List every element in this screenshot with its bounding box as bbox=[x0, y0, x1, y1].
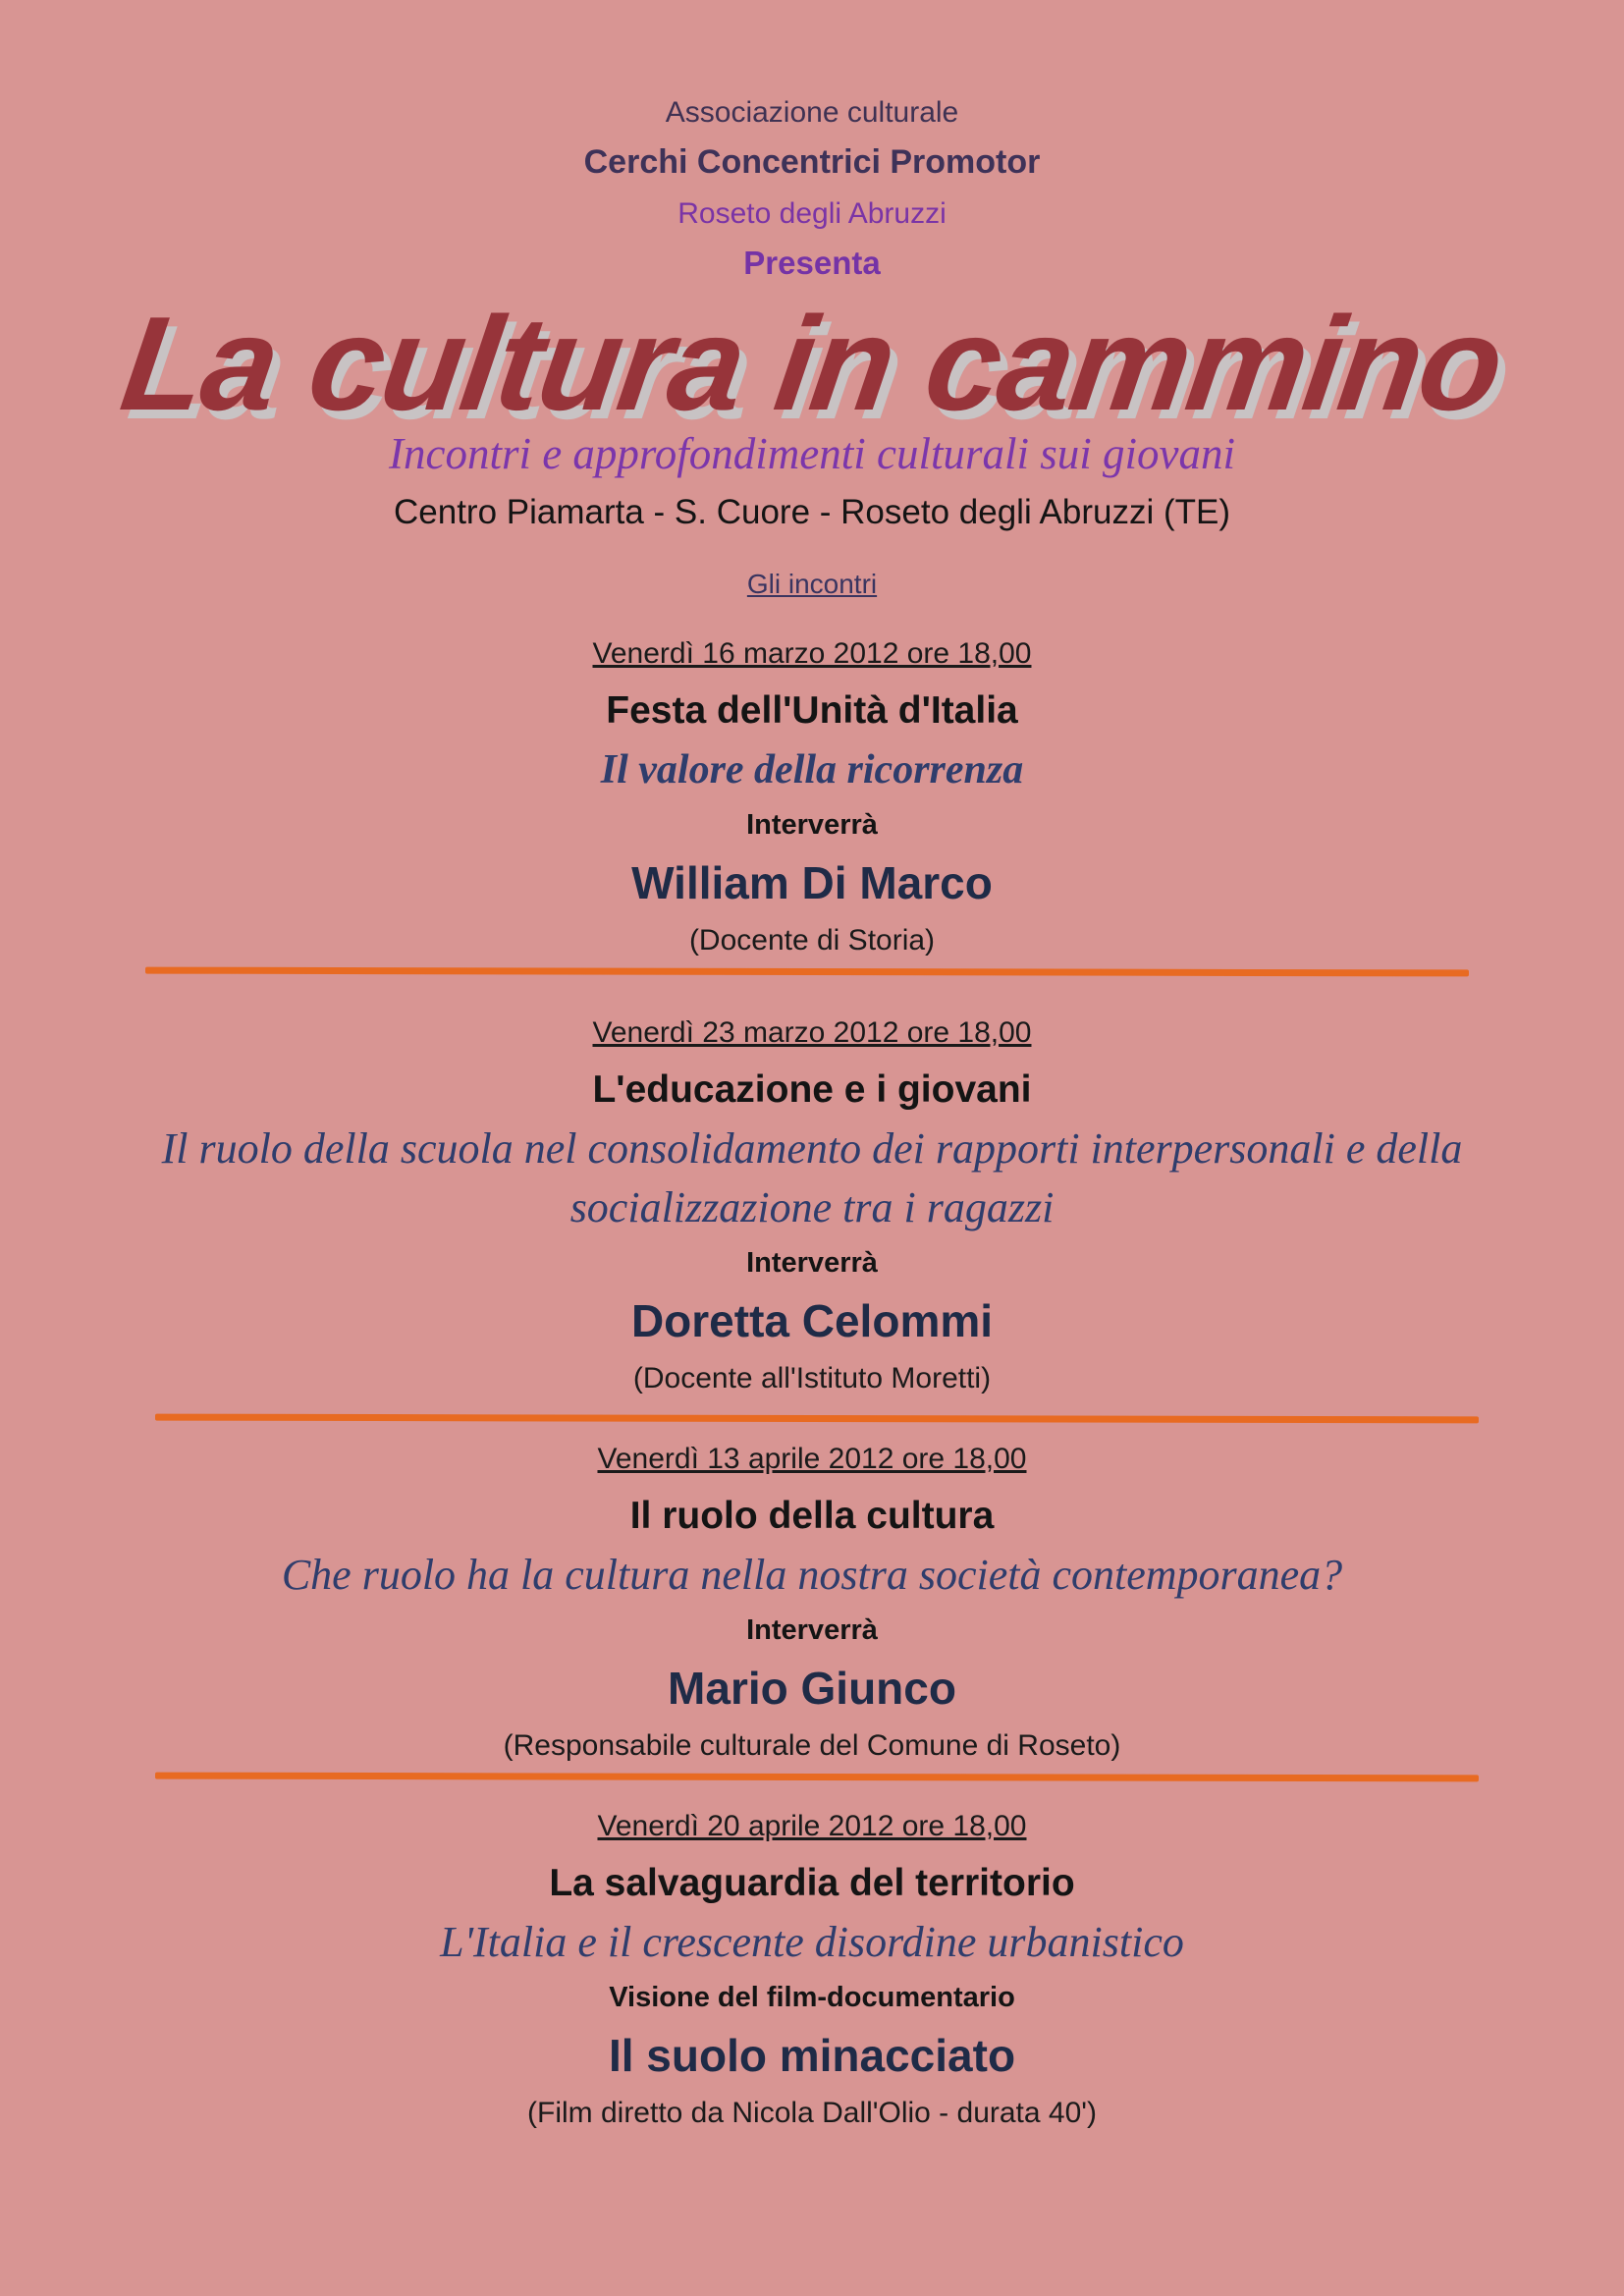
association-label: Associazione culturale bbox=[665, 96, 959, 129]
event-date: Venerdì 23 marzo 2012 ore 18,00 bbox=[592, 1016, 1032, 1049]
event-title: Il ruolo della cultura bbox=[629, 1495, 995, 1537]
event-3 bbox=[0, 1432, 1624, 1772]
page-title: La cultura in cammino bbox=[113, 289, 1511, 438]
event-speaker: William Di Marco bbox=[631, 857, 993, 908]
event-theme: Il valore della ricorrenza bbox=[600, 747, 1024, 793]
event-intro: Interverrà bbox=[746, 809, 878, 841]
event-date: Venerdì 20 aprile 2012 ore 18,00 bbox=[597, 1810, 1027, 1842]
event-theme-line-2: socializzazione tra i ragazzi bbox=[569, 1183, 1055, 1231]
divider-line bbox=[145, 967, 1469, 977]
event-speaker: Doretta Celommi bbox=[630, 1295, 994, 1346]
event-theme: Che ruolo ha la cultura nella nostra società contemporanea? bbox=[281, 1551, 1343, 1599]
event-intro: Visione del film-documentario bbox=[609, 1982, 1015, 2013]
organization-name: Cerchi Concentrici Promotor bbox=[583, 143, 1041, 181]
event-theme-line-1: Il ruolo della scuola nel consolidamento dei rapporti interpersonali e della bbox=[161, 1124, 1463, 1173]
event-4 bbox=[0, 1799, 1624, 2139]
event-intro: Interverrà bbox=[746, 1247, 878, 1279]
event-film-title: Il suolo minacciato bbox=[608, 2030, 1016, 2081]
event-speaker: Mario Giunco bbox=[668, 1663, 956, 1714]
event-title: L'educazione e i giovani bbox=[592, 1068, 1032, 1111]
event-2 bbox=[0, 1006, 1624, 1404]
event-title: La salvaguardia del territorio bbox=[549, 1862, 1075, 1904]
organization-place: Roseto degli Abruzzi bbox=[677, 197, 947, 230]
event-theme: L'Italia e il crescente disordine urbanistico bbox=[440, 1918, 1184, 1966]
event-intro: Interverrà bbox=[746, 1614, 878, 1646]
divider-line bbox=[155, 1414, 1479, 1424]
event-speaker-role: (Docente di Storia) bbox=[688, 924, 936, 957]
event-speaker-role: (Docente all'Istituto Moretti) bbox=[632, 1362, 992, 1394]
section-heading: Gli incontri bbox=[746, 569, 878, 599]
event-date: Venerdì 13 aprile 2012 ore 18,00 bbox=[597, 1443, 1027, 1475]
venue-line: Centro Piamarta - S. Cuore - Roseto degli Abruzzi (TE) bbox=[394, 493, 1230, 531]
event-speaker-role: (Responsabile culturale del Comune di Roseto) bbox=[503, 1729, 1121, 1762]
page-subtitle: Incontri e approfondimenti culturali sui giovani bbox=[388, 429, 1235, 478]
event-title: Festa dell'Unità d'Italia bbox=[606, 689, 1018, 732]
event-film-credits: (Film diretto da Nicola Dall'Olio - durata 40') bbox=[527, 2097, 1097, 2129]
divider-line bbox=[155, 1773, 1479, 1782]
event-date: Venerdì 16 marzo 2012 ore 18,00 bbox=[592, 637, 1032, 670]
event-1 bbox=[0, 627, 1624, 966]
presents-label: Presenta bbox=[743, 245, 881, 281]
